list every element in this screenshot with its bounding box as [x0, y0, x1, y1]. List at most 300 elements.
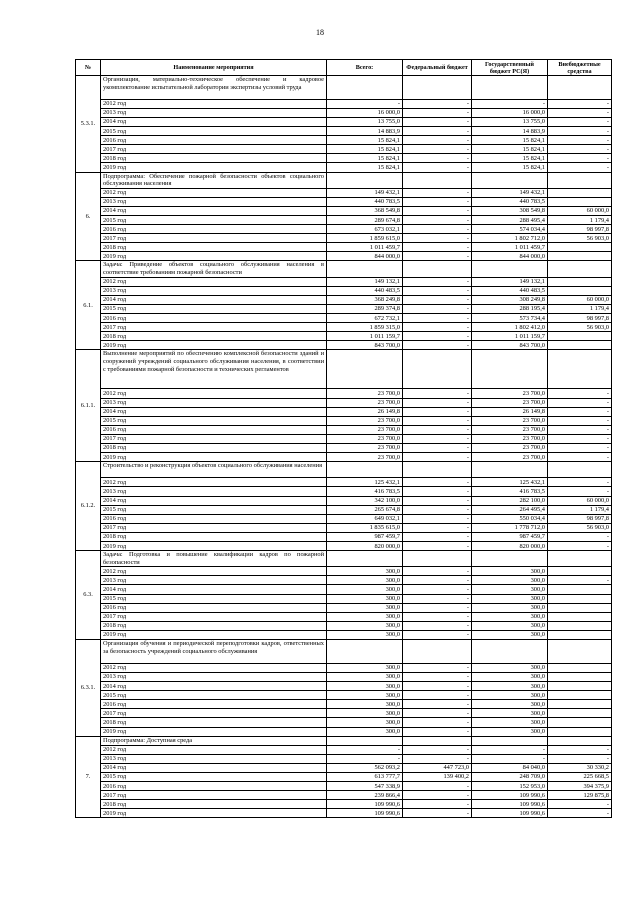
- state-value: 1 011 459,7: [472, 243, 548, 252]
- header-extrabudgetary: Внебюджетные средства: [548, 60, 612, 76]
- federal-value: -: [403, 234, 472, 243]
- federal-value: -: [403, 782, 472, 791]
- table-row: [76, 763, 612, 772]
- total-value: -: [327, 99, 403, 108]
- federal-value: -: [403, 453, 472, 462]
- table-row: [76, 443, 612, 452]
- total-value: 300,0: [327, 612, 403, 621]
- year-label: 2018 год: [101, 718, 327, 727]
- state-value: 288 495,4: [472, 216, 548, 225]
- extrabudgetary-value: 98 997,8: [548, 225, 612, 234]
- federal-value: -: [403, 800, 472, 809]
- extrabudgetary-value: -: [548, 425, 612, 434]
- section-title: Подпрограмма: Доступная среда: [101, 736, 327, 745]
- total-value: 300,0: [327, 691, 403, 700]
- state-value: 282 100,0: [472, 496, 548, 505]
- table-row: [76, 99, 612, 108]
- year-label: 2012 год: [101, 663, 327, 672]
- year-label: 2012 год: [101, 188, 327, 197]
- empty-cell: [472, 551, 548, 567]
- table-row: [76, 332, 612, 341]
- year-label: 2016 год: [101, 425, 327, 434]
- extrabudgetary-value: [548, 243, 612, 252]
- federal-value: -: [403, 487, 472, 496]
- state-value: 844 000,0: [472, 252, 548, 261]
- year-label: 2018 год: [101, 621, 327, 630]
- table-row: [76, 487, 612, 496]
- empty-cell: [403, 350, 472, 389]
- table-row: [76, 745, 612, 754]
- extrabudgetary-value: -: [548, 809, 612, 818]
- total-value: 23 700,0: [327, 398, 403, 407]
- federal-value: -: [403, 145, 472, 154]
- extrabudgetary-value: [548, 682, 612, 691]
- table-row: [76, 791, 612, 800]
- year-label: 2015 год: [101, 505, 327, 514]
- state-value: 300,0: [472, 727, 548, 736]
- extrabudgetary-value: [548, 700, 612, 709]
- extrabudgetary-value: -: [548, 576, 612, 585]
- federal-value: 447 723,0: [403, 763, 472, 772]
- total-value: 300,0: [327, 576, 403, 585]
- table-row: [76, 585, 612, 594]
- section-number: 6.3.: [76, 551, 101, 640]
- federal-value: -: [403, 727, 472, 736]
- year-label: 2014 год: [101, 682, 327, 691]
- extrabudgetary-value: [548, 277, 612, 286]
- extrabudgetary-value: 56 903,0: [548, 523, 612, 532]
- year-label: 2019 год: [101, 630, 327, 639]
- state-value: 125 432,1: [472, 478, 548, 487]
- extrabudgetary-value: -: [548, 416, 612, 425]
- table-row: [76, 800, 612, 809]
- table-row: [76, 434, 612, 443]
- federal-value: -: [403, 682, 472, 691]
- year-label: 2012 год: [101, 745, 327, 754]
- federal-value: -: [403, 398, 472, 407]
- extrabudgetary-value: -: [548, 407, 612, 416]
- total-value: 109 990,6: [327, 800, 403, 809]
- state-value: 15 824,1: [472, 154, 548, 163]
- state-value: 109 990,6: [472, 791, 548, 800]
- federal-value: -: [403, 612, 472, 621]
- state-value: 300,0: [472, 663, 548, 672]
- empty-cell: [403, 640, 472, 664]
- state-value: 23 700,0: [472, 443, 548, 452]
- year-label: 2016 год: [101, 514, 327, 523]
- extrabudgetary-value: -: [548, 745, 612, 754]
- state-value: 300,0: [472, 621, 548, 630]
- table-row: [76, 295, 612, 304]
- federal-value: -: [403, 188, 472, 197]
- empty-cell: [327, 551, 403, 567]
- header-number: №: [76, 60, 101, 76]
- extrabudgetary-value: [548, 603, 612, 612]
- year-label: 2017 год: [101, 791, 327, 800]
- total-value: 547 338,9: [327, 782, 403, 791]
- state-value: 149 132,1: [472, 277, 548, 286]
- year-label: 2013 год: [101, 754, 327, 763]
- header-total: Всего:: [327, 60, 403, 76]
- total-value: 300,0: [327, 663, 403, 672]
- year-label: 2014 год: [101, 585, 327, 594]
- state-value: 26 149,8: [472, 407, 548, 416]
- state-value: 23 700,0: [472, 425, 548, 434]
- year-label: 2012 год: [101, 277, 327, 286]
- year-label: 2018 год: [101, 243, 327, 252]
- section-number: 5.3.1.: [76, 76, 101, 173]
- total-value: 15 824,1: [327, 163, 403, 172]
- extrabudgetary-value: 1 179,4: [548, 304, 612, 313]
- total-value: 1 859 615,0: [327, 234, 403, 243]
- table-row: [76, 718, 612, 727]
- total-value: 23 700,0: [327, 443, 403, 452]
- section-title-row: [76, 261, 612, 277]
- federal-value: -: [403, 286, 472, 295]
- federal-value: -: [403, 621, 472, 630]
- total-value: 300,0: [327, 567, 403, 576]
- state-value: 820 000,0: [472, 542, 548, 551]
- state-value: 300,0: [472, 576, 548, 585]
- empty-cell: [472, 261, 548, 277]
- empty-cell: [327, 640, 403, 664]
- total-value: 672 732,1: [327, 314, 403, 323]
- federal-value: -: [403, 99, 472, 108]
- state-value: 1 778 712,0: [472, 523, 548, 532]
- table-row: [76, 216, 612, 225]
- year-label: 2015 год: [101, 594, 327, 603]
- total-value: 23 700,0: [327, 453, 403, 462]
- federal-value: -: [403, 791, 472, 800]
- header-state-budget: Государственный бюджет РС(Я): [472, 60, 548, 76]
- state-value: 300,0: [472, 585, 548, 594]
- section-title-row: [76, 350, 612, 389]
- year-label: 2018 год: [101, 154, 327, 163]
- section-title: Строительство и реконструкция объектов социального обслуживания населения: [101, 462, 327, 478]
- year-label: 2017 год: [101, 709, 327, 718]
- extrabudgetary-value: -: [548, 108, 612, 117]
- total-value: 673 032,1: [327, 225, 403, 234]
- state-value: 23 700,0: [472, 398, 548, 407]
- year-label: 2014 год: [101, 496, 327, 505]
- table-row: [76, 709, 612, 718]
- table-row: [76, 453, 612, 462]
- state-value: 300,0: [472, 612, 548, 621]
- year-label: 2014 год: [101, 763, 327, 772]
- extrabudgetary-value: -: [548, 117, 612, 126]
- state-value: -: [472, 99, 548, 108]
- table-row: [76, 603, 612, 612]
- empty-cell: [472, 462, 548, 478]
- table-row: [76, 154, 612, 163]
- federal-value: -: [403, 630, 472, 639]
- table-row: [76, 188, 612, 197]
- table-row: [76, 416, 612, 425]
- total-value: 987 459,7: [327, 532, 403, 541]
- table-row: [76, 389, 612, 398]
- table-row: [76, 323, 612, 332]
- year-label: 2014 год: [101, 295, 327, 304]
- total-value: 649 032,1: [327, 514, 403, 523]
- year-label: 2016 год: [101, 136, 327, 145]
- year-label: 2017 год: [101, 523, 327, 532]
- total-value: -: [327, 754, 403, 763]
- state-value: 248 709,0: [472, 772, 548, 781]
- extrabudgetary-value: -: [548, 532, 612, 541]
- year-label: 2013 год: [101, 487, 327, 496]
- extrabudgetary-value: [548, 630, 612, 639]
- federal-value: -: [403, 163, 472, 172]
- federal-value: -: [403, 117, 472, 126]
- total-value: 844 000,0: [327, 252, 403, 261]
- year-label: 2017 год: [101, 145, 327, 154]
- federal-value: -: [403, 754, 472, 763]
- empty-cell: [403, 551, 472, 567]
- total-value: 300,0: [327, 603, 403, 612]
- extrabudgetary-value: [548, 709, 612, 718]
- federal-value: -: [403, 603, 472, 612]
- extrabudgetary-value: -: [548, 99, 612, 108]
- total-value: 23 700,0: [327, 434, 403, 443]
- empty-cell: [472, 76, 548, 100]
- state-value: 440 783,5: [472, 197, 548, 206]
- year-label: 2015 год: [101, 216, 327, 225]
- extrabudgetary-value: 98 997,8: [548, 514, 612, 523]
- federal-value: -: [403, 216, 472, 225]
- table-row: [76, 234, 612, 243]
- table-row: [76, 691, 612, 700]
- state-value: 23 700,0: [472, 416, 548, 425]
- federal-value: -: [403, 443, 472, 452]
- year-label: 2018 год: [101, 332, 327, 341]
- state-value: 1 802 712,0: [472, 234, 548, 243]
- state-value: 550 034,4: [472, 514, 548, 523]
- total-value: 300,0: [327, 594, 403, 603]
- total-value: 562 093,2: [327, 763, 403, 772]
- year-label: 2018 год: [101, 443, 327, 452]
- table-row: [76, 407, 612, 416]
- section-title: Задача: Подготовка и повышение квалификации кадров по пожарной безопасности: [101, 551, 327, 567]
- federal-value: -: [403, 323, 472, 332]
- empty-cell: [548, 640, 612, 664]
- federal-value: -: [403, 585, 472, 594]
- extrabudgetary-value: -: [548, 163, 612, 172]
- empty-cell: [548, 76, 612, 100]
- federal-value: -: [403, 745, 472, 754]
- year-label: 2012 год: [101, 389, 327, 398]
- total-value: 289 374,8: [327, 304, 403, 313]
- extrabudgetary-value: 56 903,0: [548, 234, 612, 243]
- empty-cell: [472, 172, 548, 188]
- total-value: 300,0: [327, 709, 403, 718]
- federal-value: 139 400,2: [403, 772, 472, 781]
- total-value: 342 100,0: [327, 496, 403, 505]
- federal-value: -: [403, 407, 472, 416]
- table-row: [76, 314, 612, 323]
- state-value: 13 755,0: [472, 117, 548, 126]
- empty-cell: [327, 462, 403, 478]
- total-value: 300,0: [327, 682, 403, 691]
- empty-cell: [548, 172, 612, 188]
- empty-cell: [327, 261, 403, 277]
- total-value: 15 824,1: [327, 154, 403, 163]
- federal-value: -: [403, 277, 472, 286]
- extrabudgetary-value: 60 000,0: [548, 496, 612, 505]
- total-value: 1 011 459,7: [327, 243, 403, 252]
- extrabudgetary-value: [548, 691, 612, 700]
- section-title: Задача: Приведение объектов социального обслуживания населения в соответствие требованиям пожарной безопасности: [101, 261, 327, 277]
- state-value: 843 700,0: [472, 341, 548, 350]
- table-row: [76, 496, 612, 505]
- table-row: [76, 576, 612, 585]
- federal-value: -: [403, 542, 472, 551]
- empty-cell: [472, 736, 548, 745]
- empty-cell: [472, 350, 548, 389]
- table-row: [76, 478, 612, 487]
- year-label: 2016 год: [101, 782, 327, 791]
- federal-value: -: [403, 672, 472, 681]
- total-value: 15 824,1: [327, 136, 403, 145]
- year-label: 2015 год: [101, 691, 327, 700]
- extrabudgetary-value: [548, 594, 612, 603]
- year-label: 2012 год: [101, 567, 327, 576]
- total-value: 16 000,0: [327, 108, 403, 117]
- table-row: [76, 127, 612, 136]
- year-label: 2013 год: [101, 672, 327, 681]
- table-row: [76, 277, 612, 286]
- total-value: 440 483,5: [327, 286, 403, 295]
- extrabudgetary-value: -: [548, 443, 612, 452]
- extrabudgetary-value: [548, 672, 612, 681]
- federal-value: -: [403, 496, 472, 505]
- section-title-row: [76, 76, 612, 100]
- extrabudgetary-value: 60 000,0: [548, 295, 612, 304]
- table-row: [76, 398, 612, 407]
- extrabudgetary-value: -: [548, 136, 612, 145]
- federal-value: -: [403, 425, 472, 434]
- section-title-row: [76, 640, 612, 664]
- state-value: 23 700,0: [472, 434, 548, 443]
- extrabudgetary-value: -: [548, 398, 612, 407]
- extrabudgetary-value: -: [548, 542, 612, 551]
- federal-value: -: [403, 809, 472, 818]
- section-title: Организация обучения и периодической переподготовки кадров, ответственных за безопасность учреждений социального обслуживания: [101, 640, 327, 664]
- extrabudgetary-value: [548, 332, 612, 341]
- federal-value: -: [403, 514, 472, 523]
- federal-value: -: [403, 154, 472, 163]
- federal-value: -: [403, 663, 472, 672]
- total-value: 368 249,8: [327, 295, 403, 304]
- table-row: [76, 136, 612, 145]
- empty-cell: [403, 261, 472, 277]
- total-value: -: [327, 745, 403, 754]
- federal-value: -: [403, 197, 472, 206]
- total-value: 289 674,8: [327, 216, 403, 225]
- year-label: 2013 год: [101, 197, 327, 206]
- extrabudgetary-value: [548, 663, 612, 672]
- year-label: 2017 год: [101, 323, 327, 332]
- federal-value: -: [403, 127, 472, 136]
- table-row: [76, 514, 612, 523]
- federal-value: -: [403, 718, 472, 727]
- state-value: 14 883,9: [472, 127, 548, 136]
- table-row: [76, 117, 612, 126]
- year-label: 2015 год: [101, 772, 327, 781]
- extrabudgetary-value: [548, 341, 612, 350]
- total-value: 23 700,0: [327, 389, 403, 398]
- extrabudgetary-value: [548, 197, 612, 206]
- table-row: [76, 542, 612, 551]
- table-row: [76, 700, 612, 709]
- empty-cell: [548, 350, 612, 389]
- total-value: 416 783,5: [327, 487, 403, 496]
- total-value: 440 783,5: [327, 197, 403, 206]
- total-value: 26 149,8: [327, 407, 403, 416]
- table-row: [76, 809, 612, 818]
- section-number: 6.: [76, 172, 101, 261]
- section-title-row: [76, 736, 612, 745]
- federal-value: -: [403, 136, 472, 145]
- page-number: 18: [316, 28, 324, 37]
- year-label: 2017 год: [101, 434, 327, 443]
- state-value: 300,0: [472, 718, 548, 727]
- state-value: 300,0: [472, 709, 548, 718]
- year-label: 2017 год: [101, 234, 327, 243]
- federal-value: -: [403, 206, 472, 215]
- year-label: 2015 год: [101, 304, 327, 313]
- state-value: 1 011 159,7: [472, 332, 548, 341]
- empty-cell: [327, 76, 403, 100]
- state-value: 573 734,4: [472, 314, 548, 323]
- empty-cell: [548, 261, 612, 277]
- federal-value: -: [403, 691, 472, 700]
- federal-value: -: [403, 416, 472, 425]
- table-row: [76, 523, 612, 532]
- federal-value: -: [403, 532, 472, 541]
- total-value: 843 700,0: [327, 341, 403, 350]
- financing-table: [75, 59, 612, 818]
- table-header-row: [76, 60, 612, 76]
- state-value: 440 483,5: [472, 286, 548, 295]
- year-label: 2016 год: [101, 225, 327, 234]
- total-value: 265 674,8: [327, 505, 403, 514]
- federal-value: -: [403, 709, 472, 718]
- total-value: 300,0: [327, 585, 403, 594]
- federal-value: -: [403, 225, 472, 234]
- state-value: 152 953,0: [472, 782, 548, 791]
- year-label: 2015 год: [101, 416, 327, 425]
- extrabudgetary-value: [548, 286, 612, 295]
- table-row: [76, 243, 612, 252]
- total-value: 300,0: [327, 630, 403, 639]
- table-row: [76, 163, 612, 172]
- table-row: [76, 252, 612, 261]
- extrabudgetary-value: [548, 188, 612, 197]
- total-value: 300,0: [327, 727, 403, 736]
- year-label: 2014 год: [101, 206, 327, 215]
- extrabudgetary-value: -: [548, 127, 612, 136]
- total-value: 13 755,0: [327, 117, 403, 126]
- total-value: 820 000,0: [327, 542, 403, 551]
- year-label: 2019 год: [101, 809, 327, 818]
- total-value: 109 990,6: [327, 809, 403, 818]
- table-row: [76, 145, 612, 154]
- state-value: 987 459,7: [472, 532, 548, 541]
- empty-cell: [327, 350, 403, 389]
- state-value: 308 549,8: [472, 206, 548, 215]
- extrabudgetary-value: 129 875,8: [548, 791, 612, 800]
- year-label: 2013 год: [101, 108, 327, 117]
